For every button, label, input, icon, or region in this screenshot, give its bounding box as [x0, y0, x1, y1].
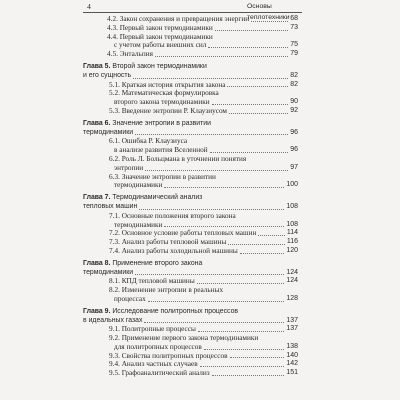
section-title: 5.3. Введение энтропии Р. Клаузиусом	[109, 106, 228, 115]
section-title: второго закона термодинамики	[114, 98, 210, 107]
toc-section-line	[83, 41, 302, 50]
section-title: 9.4. Анализ частных случаев	[109, 360, 198, 369]
section-title: 9.3. Свойства политропных процессов	[109, 351, 228, 360]
toc-chapter-continuation	[83, 72, 302, 81]
dot-leader	[204, 348, 284, 350]
chapter-title: Второй закон термодинамики	[110, 62, 207, 70]
toc-section-line	[83, 277, 302, 286]
toc-section-line	[83, 33, 302, 42]
section-title: энтропии	[114, 163, 144, 172]
section-title: с учетом работы внешних сил	[114, 41, 207, 50]
toc-page-number: 142	[286, 360, 298, 368]
section-title: 4.5. Энтальпия	[107, 50, 153, 59]
dot-leader	[228, 243, 285, 245]
chapter-title-continued: термодинамики	[83, 128, 134, 136]
section-title: 8.2. Изменение энтропии в реальных	[109, 286, 224, 295]
section-title: 4.3. Первый закон термодинамики	[107, 23, 213, 32]
dot-leader	[197, 282, 284, 284]
chapter-title: Значение энтропии в развитии	[110, 119, 211, 127]
section-title: 7.1. Основные положения второго закона	[109, 211, 236, 220]
table-of-contents	[83, 15, 302, 378]
section-title: 4.2. Закон сохранения и превращения энергии	[107, 15, 250, 23]
toc-page-number: 79	[290, 50, 298, 58]
chapter-title-continued: термодинамики	[83, 268, 134, 276]
dot-leader	[229, 112, 288, 114]
toc-section-line	[83, 155, 302, 164]
toc-chapter-line	[83, 260, 302, 269]
toc-section-line	[83, 24, 302, 33]
dot-leader	[208, 46, 288, 48]
toc-page-number: 82	[290, 80, 298, 88]
toc-chapter-line	[83, 63, 302, 72]
page-number: 4	[87, 2, 91, 11]
toc-section-line	[83, 98, 302, 107]
toc-chapter-continuation	[83, 203, 302, 212]
toc-section-line	[83, 286, 302, 295]
toc-page-number: 151	[286, 369, 298, 377]
chapter-label: Глава 6.	[83, 119, 111, 127]
toc-page-number: 108	[286, 220, 298, 228]
section-title: в анализе развития Вселенной	[114, 146, 208, 155]
toc-chapter-text	[83, 194, 202, 203]
toc-page-number: 137	[286, 325, 298, 333]
toc-section-line	[83, 146, 302, 155]
toc-chapter-text	[83, 308, 238, 317]
section-title: 5.2. Математическая формулировка	[109, 89, 219, 98]
toc-section-line	[83, 89, 302, 98]
toc-section-line	[83, 164, 302, 173]
dot-leader	[212, 103, 288, 105]
toc-section-line	[83, 238, 302, 247]
section-title: термодинамики	[114, 181, 163, 190]
toc-section-line	[83, 295, 302, 304]
toc-page-number: 97	[290, 163, 298, 171]
section-title: 6.1. Ошибка Р. Клаузиуса	[109, 137, 188, 146]
dot-leader	[155, 55, 288, 57]
chapter-title: Применение второго закона	[110, 259, 203, 267]
dot-leader	[251, 20, 288, 22]
toc-page-number: 114	[286, 229, 298, 237]
dot-leader	[133, 77, 288, 79]
toc-section-line	[83, 173, 302, 182]
toc-page-number: 92	[290, 106, 298, 114]
chapter-label: Глава 7.	[83, 194, 111, 202]
dot-leader	[200, 365, 284, 367]
section-title: термодинамики	[114, 220, 163, 229]
toc-page-number: 140	[286, 351, 298, 359]
section-title: 9.1. Политропные процессы	[109, 325, 196, 334]
section-title: 7.2. Основное условие работы тепловых машин	[109, 229, 257, 238]
toc-section-line	[83, 181, 302, 190]
dot-leader	[210, 151, 288, 153]
chapter-label: Глава 9.	[83, 307, 111, 315]
toc-section-line	[83, 369, 302, 378]
section-title: 9.2. Применение первого закона термодинамики	[109, 334, 259, 343]
chapter-label: Глава 8.	[83, 259, 111, 267]
dot-leader	[198, 330, 284, 332]
dot-leader	[139, 208, 284, 210]
chapter-title-continued: и его сущность	[83, 71, 132, 79]
chapter-title: Термодинамический анализ	[110, 194, 203, 202]
dot-leader	[144, 321, 284, 323]
chapter-title: Исследование политропных процессов	[110, 307, 239, 315]
chapter-title-continued: в идеальных газах	[83, 316, 143, 324]
toc-page-number: 68	[290, 15, 298, 22]
section-title: 6.2. Роль Л. Больцмана в уточнении понятия	[109, 154, 247, 163]
section-title: 4.4. Первый закон термодинамики	[107, 32, 213, 41]
toc-page-number: 73	[290, 23, 298, 31]
toc-section-line	[83, 352, 302, 361]
dot-leader	[145, 169, 288, 171]
toc-page-number: 124	[286, 277, 298, 285]
toc-section-line	[83, 81, 302, 90]
toc-section-line	[83, 212, 302, 221]
toc-chapter-continuation	[83, 317, 302, 326]
toc-section-line	[83, 221, 302, 230]
running-title: Основы теплотехники	[247, 3, 290, 21]
toc-page-number: 116	[286, 238, 298, 246]
toc-chapter-text	[83, 120, 211, 129]
toc-section-line	[83, 107, 302, 116]
toc-page-number: 137	[286, 316, 298, 324]
toc-page-number: 128	[286, 294, 298, 302]
dot-leader	[135, 273, 284, 275]
dot-leader	[230, 356, 284, 358]
dot-leader	[164, 225, 284, 227]
toc-page-number: 96	[290, 128, 298, 136]
section-title: 8.1. КПД тепловой машины	[109, 277, 195, 286]
toc-chapter-continuation	[83, 129, 302, 138]
toc-section-line	[83, 334, 302, 343]
toc-page-number: 96	[290, 146, 298, 154]
dot-leader	[240, 252, 284, 254]
dot-leader	[258, 234, 285, 236]
toc-section-line	[83, 137, 302, 146]
dot-leader	[148, 300, 284, 302]
toc-page-number: 100	[286, 181, 298, 189]
toc-section-line	[83, 343, 302, 352]
section-title: для политропных процессов	[114, 342, 202, 351]
dot-leader	[212, 374, 284, 376]
toc-page-number: 108	[286, 202, 298, 210]
toc-page-number: 90	[290, 98, 298, 106]
section-title: 7.4. Анализ работы холодильной машины	[109, 246, 238, 255]
chapter-title-continued: тепловых машин	[83, 202, 138, 210]
toc-page-number: 82	[290, 71, 298, 79]
toc-page-number: 75	[290, 41, 298, 49]
section-title: 7.3. Анализ работы тепловой машины	[109, 238, 227, 247]
chapter-label: Глава 5.	[83, 62, 111, 70]
toc-section-line	[83, 247, 302, 256]
toc-chapter-line	[83, 120, 302, 129]
dot-leader	[135, 133, 288, 135]
toc-section-line	[83, 50, 302, 59]
section-title: 6.3. Значение энтропии в развитии	[109, 172, 216, 181]
toc-section-line	[83, 360, 302, 369]
toc-section-line	[83, 229, 302, 238]
toc-section-line	[83, 15, 302, 24]
toc-chapter-line	[83, 308, 302, 317]
dot-leader	[164, 186, 284, 188]
dot-leader	[215, 29, 288, 31]
toc-chapter-line	[83, 194, 302, 203]
toc-chapter-text	[83, 63, 207, 72]
section-title: 9.5. Графоаналитический анализ	[109, 369, 210, 378]
toc-page-number: 138	[286, 342, 298, 350]
toc-page-number: 120	[286, 246, 298, 254]
dot-leader	[227, 85, 288, 87]
toc-page-number: 124	[286, 268, 298, 276]
toc-chapter-continuation	[83, 269, 302, 278]
section-title: 5.1. Краткая история открытия закона	[109, 80, 226, 89]
section-title: процессах	[114, 294, 146, 303]
toc-section-line	[83, 325, 302, 334]
toc-chapter-text	[83, 260, 202, 269]
